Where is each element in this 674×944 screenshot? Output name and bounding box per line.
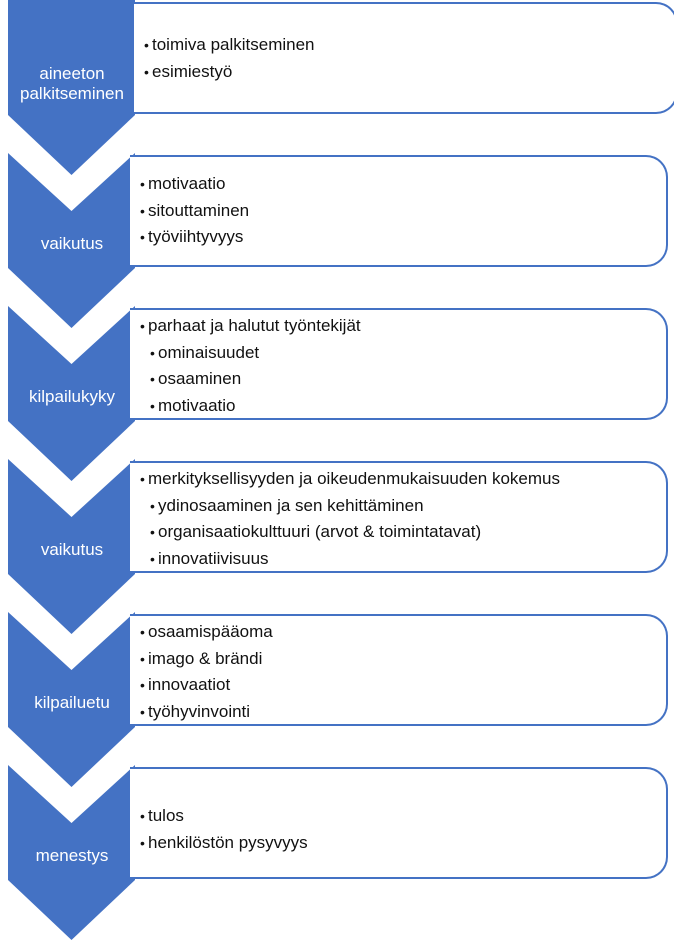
bullet-text: toimiva palkitseminen [152, 35, 315, 54]
bullet-icon: • [140, 650, 145, 667]
step-label: menestys [35, 845, 109, 865]
bullet-item [140, 672, 273, 699]
bullet-item [140, 393, 361, 420]
bullet-icon: • [140, 703, 145, 720]
bullet-list [140, 619, 273, 725]
bullet-icon: • [150, 371, 155, 387]
step-content-box [134, 2, 674, 114]
bullet-icon: • [150, 524, 155, 540]
bullet-text: esimiestyö [152, 61, 233, 81]
bullet-icon: • [144, 37, 149, 53]
bullet-item [140, 546, 560, 573]
bullet-item [140, 619, 273, 646]
bullet-item [140, 466, 560, 493]
step-content-box [130, 767, 668, 879]
bullet-text: innovatiivisuus [158, 548, 269, 568]
bullet-text: sitouttaminen [148, 200, 250, 220]
bullet-item [140, 224, 249, 251]
step-label: vaikutus [40, 539, 104, 559]
bullet-icon: • [150, 397, 155, 414]
bullet-item [140, 171, 249, 198]
bullet-icon: • [150, 550, 155, 567]
step-label: aineeton palkitseminen [20, 64, 124, 103]
bullet-icon: • [140, 677, 145, 693]
bullet-text: merkityksellisyyden ja oikeudenmukaisuuden kokemus [148, 469, 560, 488]
bullet-item [140, 519, 560, 546]
bullet-icon: • [144, 63, 149, 80]
bullet-item [140, 803, 308, 830]
bullet-item [140, 340, 361, 367]
bullet-icon: • [140, 176, 145, 192]
bullet-icon: • [150, 344, 155, 361]
step-content-box [130, 461, 668, 573]
bullet-icon: • [140, 624, 145, 640]
bullet-text: organisaatiokulttuuri (arvot & toimintatavat) [158, 522, 482, 541]
bullet-item [144, 32, 315, 59]
step-content-box [130, 155, 668, 267]
bullet-text: ominaisuudet [158, 342, 260, 362]
bullet-text: imago & brändi [148, 648, 263, 668]
bullet-item [140, 198, 249, 225]
bullet-text: osaamispääoma [148, 622, 273, 641]
bullet-text: tulos [148, 806, 184, 825]
bullet-item [140, 646, 273, 673]
bullet-text: työhyvinvointi [148, 701, 251, 721]
bullet-list [144, 32, 315, 85]
bullet-list [140, 171, 249, 251]
bullet-text: ydinosaaminen ja sen kehittäminen [158, 495, 424, 515]
bullet-item [140, 830, 308, 857]
bullet-icon: • [140, 808, 145, 824]
bullet-item [140, 699, 273, 726]
bullet-text: henkilöstön pysyvyys [148, 832, 308, 852]
bullet-icon: • [140, 318, 145, 334]
bullet-icon: • [140, 471, 145, 487]
bullet-item [140, 366, 361, 393]
bullet-text: työviihtyvyys [148, 227, 244, 246]
bullet-text: motivaatio [148, 174, 226, 193]
bullet-text: parhaat ja halutut työntekijät [148, 316, 361, 335]
bullet-list [140, 803, 308, 856]
step-content-box [130, 308, 668, 420]
step-content-box [130, 614, 668, 726]
bullet-icon: • [140, 834, 145, 851]
bullet-list [140, 313, 361, 419]
step-label: kilpailukyky [29, 386, 115, 406]
bullet-text: innovaatiot [148, 675, 231, 694]
step-label: kilpailuetu [34, 692, 110, 712]
bullet-item [140, 493, 560, 520]
bullet-item [144, 59, 315, 86]
bullet-icon: • [140, 229, 145, 245]
bullet-text: osaaminen [158, 369, 242, 388]
bullet-text: motivaatio [158, 395, 236, 415]
bullet-list [140, 466, 560, 572]
bullet-icon: • [140, 202, 145, 219]
step-label: vaikutus [40, 233, 104, 253]
bullet-item [140, 313, 361, 340]
bullet-icon: • [150, 497, 155, 514]
